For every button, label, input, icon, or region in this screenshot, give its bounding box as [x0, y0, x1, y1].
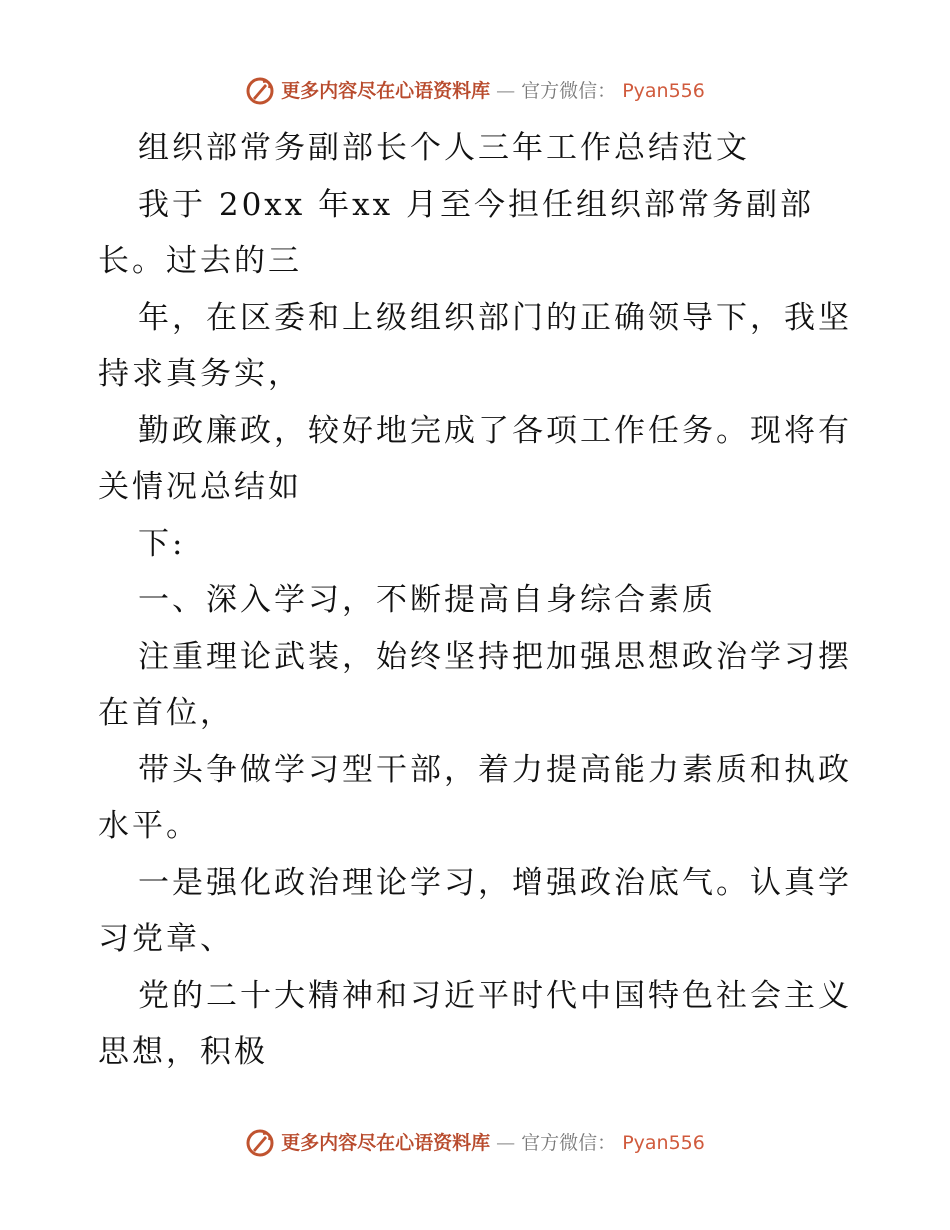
- banner-official-label: 官方微信：: [521, 1132, 617, 1154]
- banner-wechat-id: Pyan556: [622, 1132, 705, 1154]
- quill-circle-logo-icon: [245, 76, 275, 106]
- banner-brand: 更多内容尽在心语资料库: [281, 80, 491, 102]
- banner-official-label: 官方微信：: [521, 80, 617, 102]
- document-title: 组织部常务副部长个人三年工作总结范文: [138, 130, 750, 166]
- section-heading-1: 一、深入学习，不断提高自身综合素质: [138, 582, 716, 618]
- document-body: [98, 120, 858, 1081]
- paragraph-4: 下:: [138, 525, 186, 562]
- quill-circle-logo-icon: [245, 1128, 275, 1158]
- paragraph-7: 带头争做学习型干部，着力提高能力素质和执政水平。: [98, 751, 852, 844]
- paragraph-3: 勤政廉政，较好地完成了各项工作任务。现将有关情况总结如: [98, 412, 852, 505]
- header-banner: [0, 76, 950, 106]
- banner-dash: —: [496, 1132, 516, 1154]
- paragraph-8: 一是强化政治理论学习，增强政治底气。认真学习党章、: [98, 864, 852, 957]
- paragraph-1: 我于 20xx 年xx 月至今担任组织部常务副部长。过去的三: [98, 186, 814, 279]
- paragraph-9: 党的二十大精神和习近平时代中国特色社会主义思想，积极: [98, 977, 852, 1070]
- paragraph-2: 年，在区委和上级组织部门的正确领导下，我坚持求真务实，: [98, 299, 852, 392]
- banner-brand: 更多内容尽在心语资料库: [281, 1132, 491, 1154]
- banner-wechat-id: Pyan556: [622, 80, 705, 102]
- paragraph-6: 注重理论武装，始终坚持把加强思想政治学习摆在首位，: [98, 638, 852, 731]
- footer-banner: [0, 1128, 950, 1158]
- banner-dash: —: [496, 80, 516, 102]
